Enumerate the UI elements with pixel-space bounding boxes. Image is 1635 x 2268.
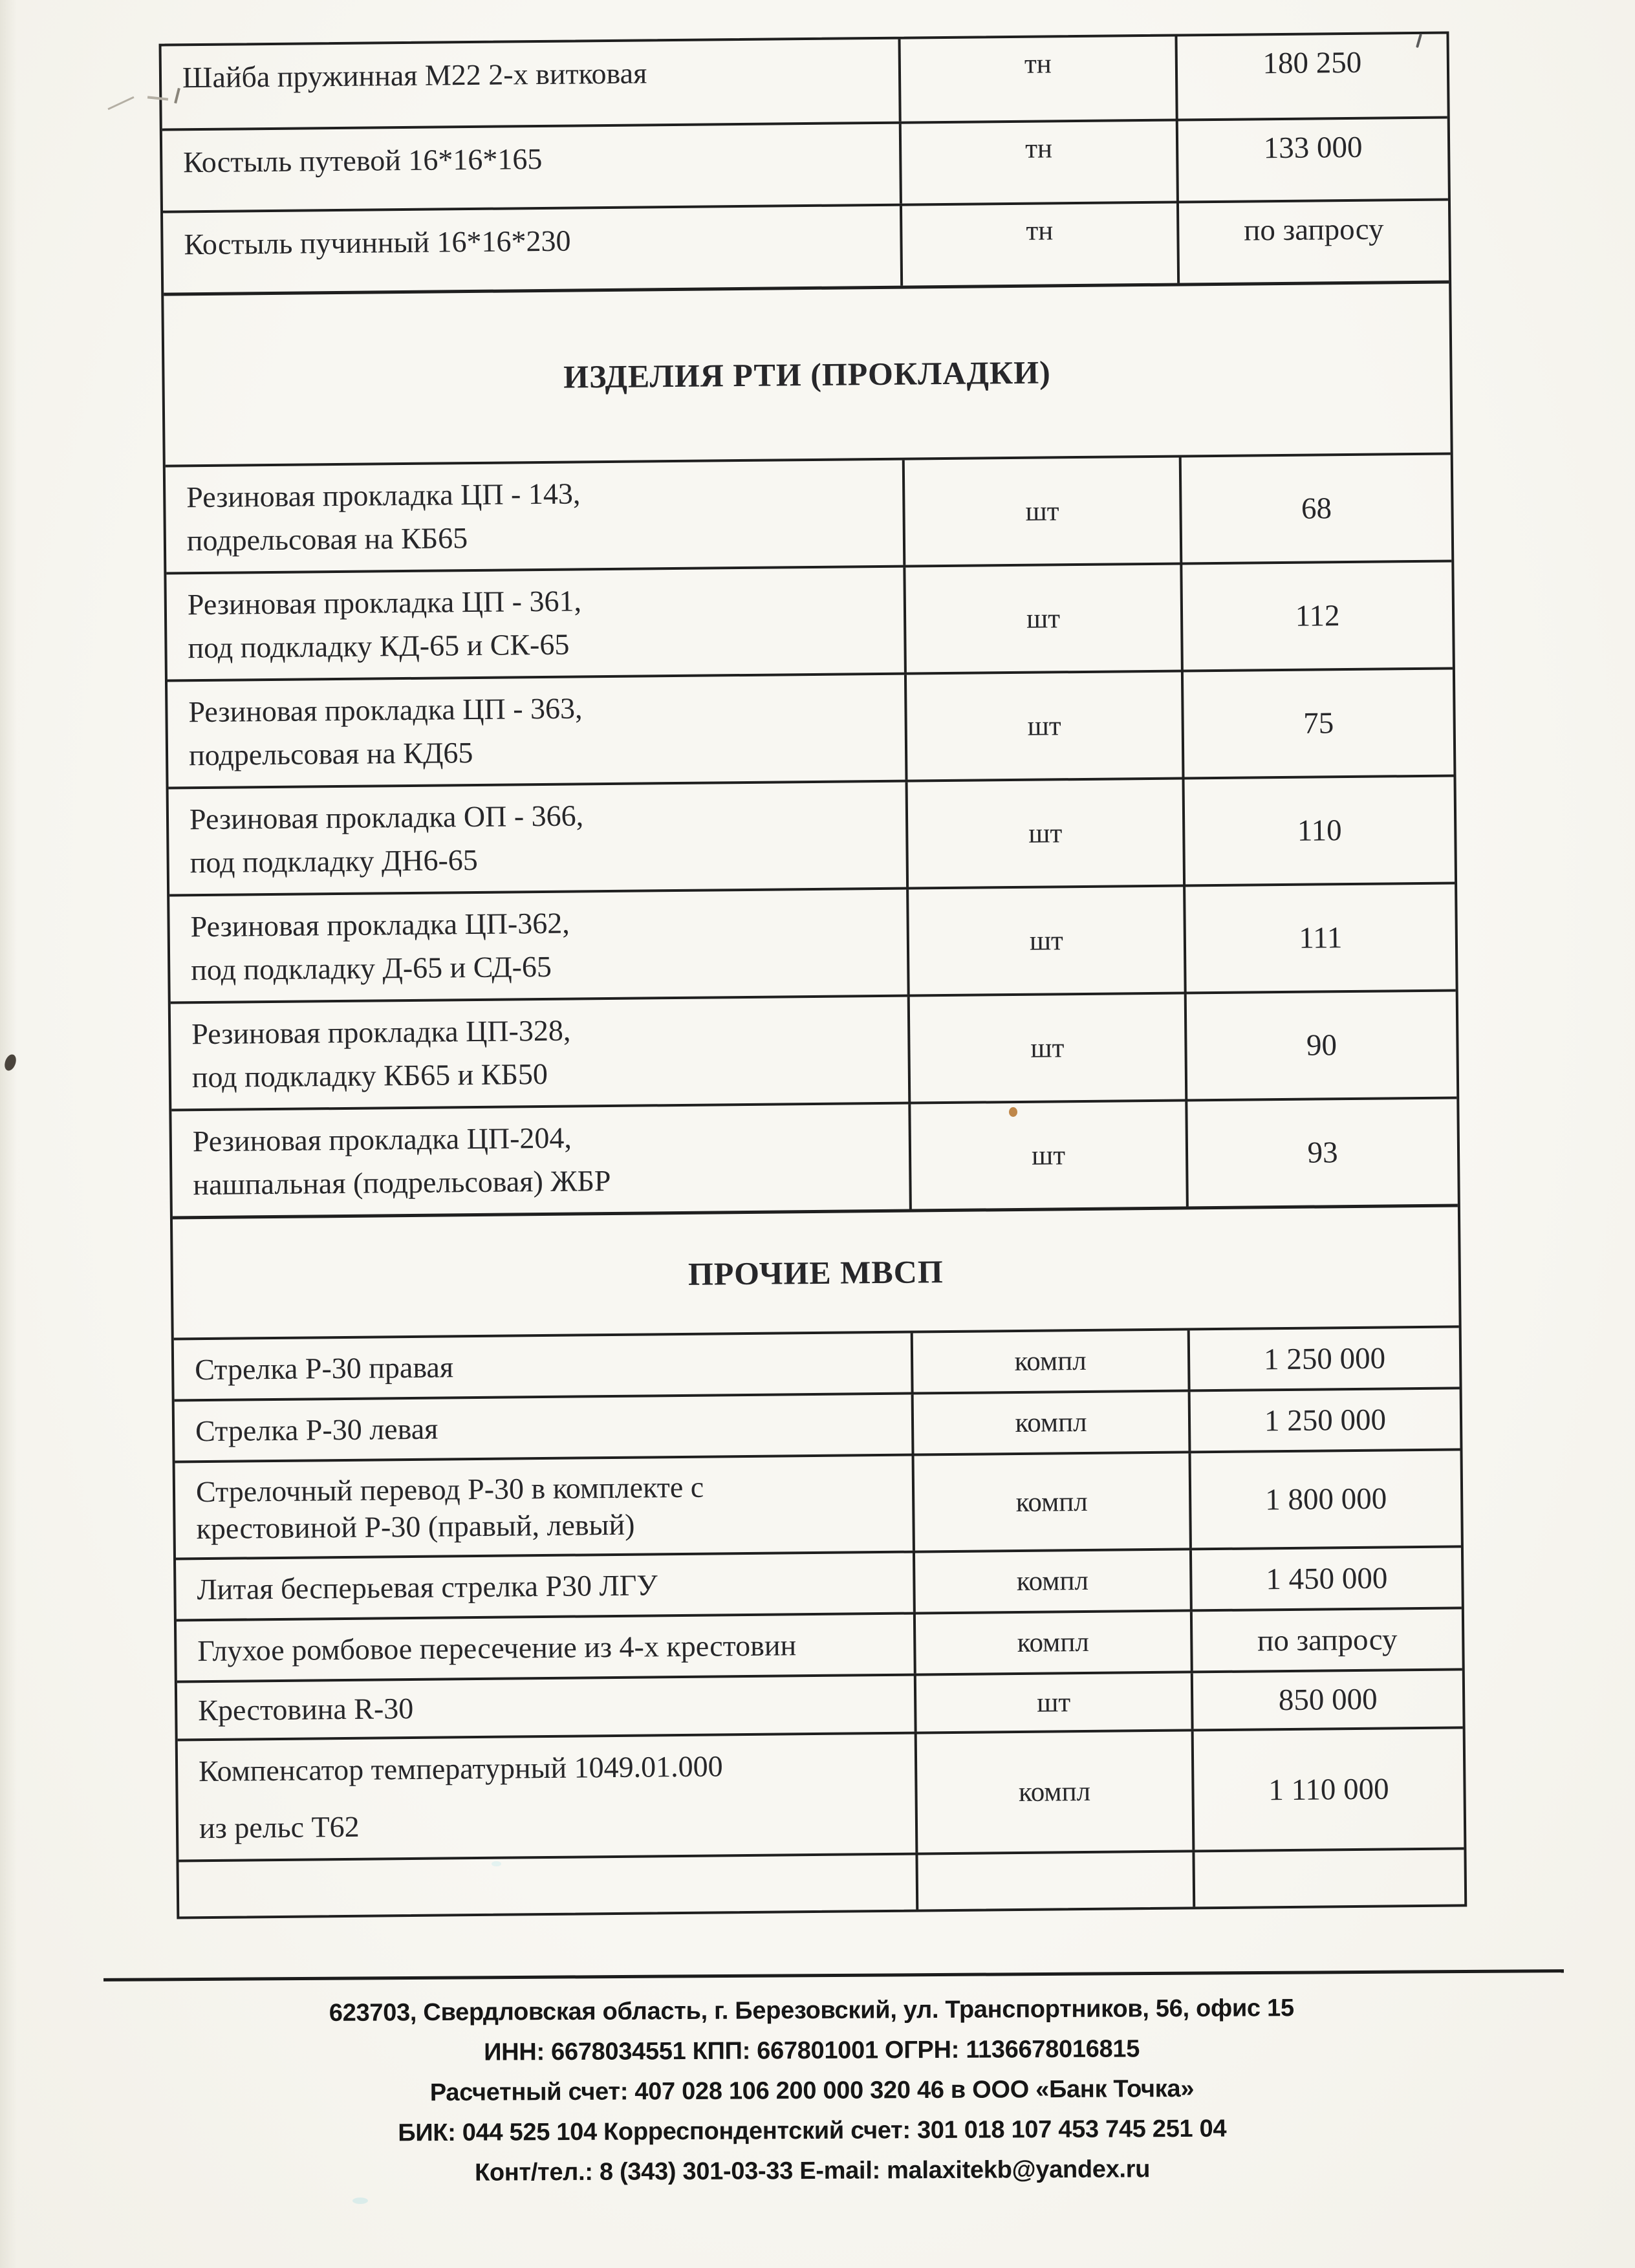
price-cell: 90	[1184, 991, 1457, 1099]
item-name: Стрелка Р-30 левая	[195, 1412, 439, 1447]
table-row	[166, 559, 1453, 679]
unit-cell: компл	[913, 1550, 1190, 1612]
item-name: Крестовина R-30	[198, 1692, 414, 1727]
price-cell: 180 250	[1175, 34, 1447, 119]
price-cell: 133 000	[1176, 119, 1448, 201]
footer-contacts: Конт/тел.: 8 (343) 301-03-33 E-mail: malaxitekb@yandex.ru	[474, 2155, 1151, 2187]
price-cell: 93	[1185, 1099, 1458, 1206]
table-row	[169, 774, 1455, 894]
footer-address: 623703, Свердловская область, г. Березовский, ул. Транспортников, 56, офис 15	[329, 1994, 1294, 2027]
price-cell: 110	[1182, 777, 1455, 884]
price-cell	[1192, 1850, 1464, 1906]
footer-divider-line	[103, 1969, 1564, 1982]
item-name-line-1: Резиновая прокладка ЦП - 361,	[187, 584, 582, 621]
item-cell	[166, 568, 904, 680]
item-name: Костыль пучинный 16*16*230	[184, 224, 571, 261]
item-name: Глухое ромбовое пересечение из 4-х крестовин	[197, 1628, 797, 1667]
unit-cell: шт	[906, 887, 1184, 994]
price-cell: 1 250 000	[1188, 1389, 1460, 1451]
scan-artifact-pencil-mark	[107, 96, 134, 110]
item-name-line-1: Резиновая прокладка ОП - 366,	[189, 799, 584, 836]
section-title: ИЗДЕЛИЯ РТИ (ПРОКЛАДКИ)	[563, 353, 1051, 395]
unit-cell: компл	[912, 1453, 1189, 1550]
item-name-line-2: подрельсовая на КД65	[188, 735, 473, 772]
price-cell: 75	[1181, 669, 1454, 777]
table-row	[176, 1545, 1462, 1619]
item-cell	[166, 460, 904, 572]
item-name-line-2: под подкладку ДН6-65	[189, 843, 479, 879]
item-cell	[163, 206, 900, 293]
item-cell	[171, 1105, 909, 1216]
item-cell	[178, 1734, 916, 1860]
item-cell	[175, 1395, 912, 1461]
unit-cell: шт	[908, 1101, 1186, 1209]
item-name: Шайба пружинная М22 2-х витковая	[182, 56, 647, 94]
unit-cell: компл	[911, 1392, 1189, 1453]
item-name: Литая бесперьевая стрелка Р30 ЛГУ	[197, 1568, 658, 1606]
unit-cell	[915, 1852, 1193, 1909]
item-cell	[169, 890, 907, 1002]
table-row	[171, 989, 1457, 1108]
item-name-line-1: Компенсатор температурный 1049.01.000	[198, 1749, 723, 1788]
item-name-line-2: нашпальная (подрельсовая) ЖБР	[193, 1163, 611, 1201]
unit-cell: компл	[913, 1612, 1191, 1673]
item-cell	[169, 783, 907, 894]
price-cell: по запросу	[1176, 201, 1449, 283]
item-name-line-2: из рельс Т62	[199, 1809, 360, 1844]
item-cell	[179, 1855, 916, 1917]
item-cell	[175, 1456, 913, 1558]
scan-artifact-smudge	[492, 1861, 501, 1866]
footer-bank-account: Расчетный счет: 407 028 106 200 000 320 46 в ООО «Банк Точка»	[429, 2075, 1195, 2107]
price-cell: 1 110 000	[1191, 1729, 1464, 1850]
unit-cell: шт	[914, 1673, 1191, 1731]
price-cell: по запросу	[1190, 1609, 1462, 1670]
item-cell	[171, 997, 909, 1109]
price-cell: 1 250 000	[1187, 1328, 1460, 1389]
item-name-line-2: под подкладку КД-65 и СК-65	[188, 627, 570, 664]
section-header-rti	[164, 281, 1450, 465]
table-row	[166, 452, 1452, 572]
item-name-line-1: Резиновая прокладка ЦП-204,	[192, 1121, 572, 1158]
unit-cell: компл	[911, 1330, 1188, 1392]
price-cell: 1 450 000	[1189, 1548, 1462, 1609]
price-cell: 68	[1179, 455, 1452, 562]
price-table	[159, 31, 1467, 1919]
table-row	[168, 667, 1454, 786]
item-name-line-2: подрельсовая на КБ65	[186, 521, 468, 557]
price-cell: 112	[1180, 562, 1453, 669]
table-row	[174, 1325, 1460, 1399]
item-name-line-1: Резиновая прокладка ЦП-362,	[190, 906, 570, 944]
section-title: ПРОЧИЕ МВСП	[688, 1253, 944, 1292]
unit-cell: шт	[902, 458, 1180, 565]
item-cell	[162, 124, 900, 211]
unit-cell: компл	[915, 1731, 1193, 1852]
item-name: Костыль путевой 16*16*165	[183, 142, 543, 179]
price-cell: 850 000	[1191, 1670, 1463, 1729]
item-name: Стрелка Р-30 правая	[194, 1350, 454, 1386]
footer-registration-numbers: ИНН: 6678034551 КПП: 667801001 ОГРН: 1136678016815	[484, 2035, 1140, 2066]
table-row	[175, 1387, 1460, 1460]
table-row	[175, 1448, 1461, 1557]
item-name-line-2: под подкладку Д-65 и СД-65	[191, 949, 552, 986]
unit-cell: тн	[900, 204, 1177, 286]
company-footer	[166, 1994, 1458, 2201]
item-name-line-2: под подкладку КБ65 и КБ50	[191, 1057, 548, 1094]
unit-cell: тн	[899, 122, 1176, 204]
item-name-line-2: крестовиной Р-30 (правый, левый)	[196, 1507, 635, 1546]
item-cell	[174, 1334, 911, 1399]
table-row	[178, 1726, 1464, 1859]
item-name-line-1: Резиновая прокладка ЦП - 363,	[188, 691, 583, 729]
unit-cell: шт	[907, 994, 1186, 1101]
unit-cell: шт	[904, 673, 1182, 780]
price-cell: 1 800 000	[1189, 1451, 1461, 1548]
table-row	[171, 1096, 1458, 1216]
table-row	[169, 881, 1456, 1001]
table-row	[162, 116, 1448, 211]
section-header-mvsp	[173, 1204, 1459, 1337]
item-cell	[177, 1676, 915, 1739]
footer-bik-corr-account: БИК: 044 525 104 Корреспондентский счет: 301 018 107 453 745 251 04	[398, 2115, 1227, 2147]
item-cell	[168, 675, 905, 787]
item-name-line-1: Резиновая прокладка ЦП - 143,	[186, 477, 581, 514]
item-cell	[177, 1615, 914, 1681]
scan-artifact-smudge	[352, 2198, 368, 2204]
table-row	[162, 34, 1447, 129]
item-name-line-1: Стрелочный перевод Р-30 в комплекте с	[195, 1470, 704, 1508]
scan-artifact-orange-dot	[1009, 1107, 1017, 1117]
item-cell	[162, 39, 899, 129]
item-name-line-1: Резиновая прокладка ЦП-328,	[191, 1013, 571, 1051]
unit-cell: шт	[905, 780, 1184, 887]
price-cell: 111	[1183, 884, 1456, 991]
scan-edge-shading	[0, 0, 17, 2268]
unit-cell: шт	[903, 565, 1181, 673]
table-row	[163, 199, 1449, 293]
unit-cell: тн	[898, 37, 1176, 122]
table-row	[177, 1606, 1462, 1680]
item-cell	[176, 1553, 913, 1619]
table-row	[177, 1668, 1463, 1738]
